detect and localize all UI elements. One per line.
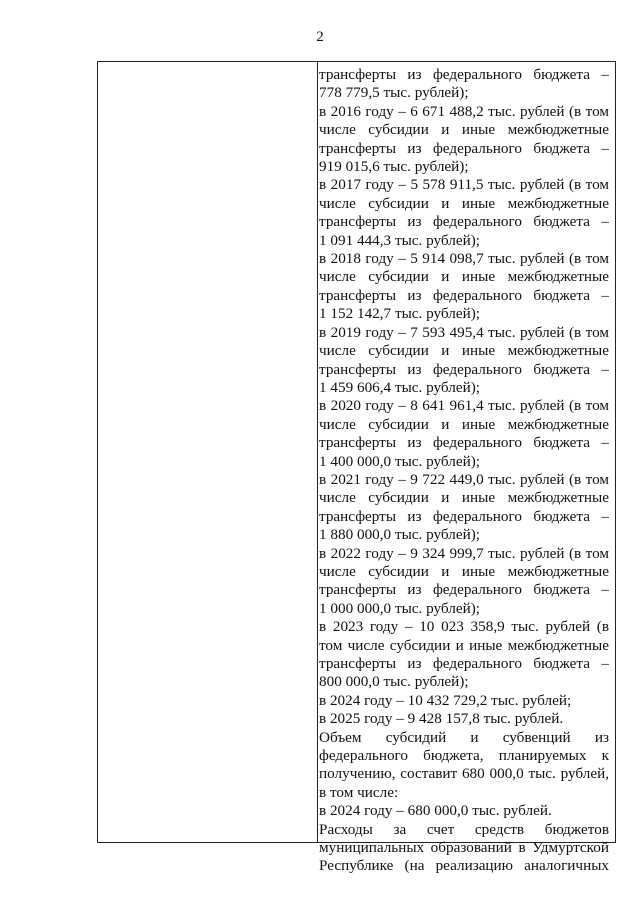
text-line: в 2024 году – 10 432 729,2 тыс. рублей; <box>319 691 572 709</box>
text-line: в 2020 году – 8 641 961,4 тыс. рублей (в том <box>319 397 609 415</box>
text-line: трансферты из федерального бюджета – <box>319 66 609 83</box>
text-line: числе субсидии и иные межбюджетные <box>319 194 609 212</box>
text-line: в 2024 году – 680 000,0 тыс. рублей. <box>319 802 552 820</box>
text-line: Республике (на реализацию аналогичных <box>319 857 609 875</box>
table-right-cell <box>319 66 609 876</box>
text-line: трансферты из федерального бюджета – <box>319 213 609 231</box>
text-line: в 2016 году – 6 671 488,2 тыс. рублей (в том <box>319 102 609 120</box>
text-line: трансферты из федерального бюджета – <box>319 139 609 157</box>
text-line: числе субсидии и иные межбюджетные <box>319 121 609 139</box>
text-line: 800 000,0 тыс. рублей); <box>319 673 469 691</box>
text-line: числе субсидии и иные межбюджетные <box>319 562 609 580</box>
text-line: в 2017 году – 5 578 911,5 тыс. рублей (в том <box>319 176 609 194</box>
text-line: числе субсидии и иные межбюджетные <box>319 415 609 433</box>
text-line: 1 000 000,0 тыс. рублей); <box>319 599 480 617</box>
text-line: в 2019 году – 7 593 495,4 тыс. рублей (в том <box>319 323 609 341</box>
text-line: трансферты из федерального бюджета – <box>319 360 609 378</box>
text-line: трансферты из федерального бюджета – <box>319 286 609 304</box>
text-line: том числе субсидии и иные межбюджетные <box>319 636 609 654</box>
text-line: 1 880 000,0 тыс. рублей); <box>319 526 480 544</box>
text-line: 1 400 000,0 тыс. рублей); <box>319 452 480 470</box>
text-line: числе субсидии и иные межбюджетные <box>319 342 609 360</box>
text-line: трансферты из федерального бюджета – <box>319 507 609 525</box>
text-line: муниципальных образований в Удмуртской <box>319 839 609 857</box>
text-line: числе субсидии и иные межбюджетные <box>319 489 609 507</box>
text-line: 1 091 444,3 тыс. рублей); <box>319 231 480 249</box>
text-line: 778 779,5 тыс. рублей); <box>319 84 469 102</box>
text-line: Расходы за счет средств бюджетов <box>319 820 609 838</box>
text-line: 919 015,6 тыс. рублей); <box>319 158 469 176</box>
text-line: Объем субсидий и субвенций из <box>319 728 609 746</box>
document-table <box>97 61 616 875</box>
text-line: федерального бюджета, планируемых к <box>319 747 609 765</box>
page-number: 2 <box>316 29 324 45</box>
text-line: в 2018 году – 5 914 098,7 тыс. рублей (в том <box>319 250 609 268</box>
table-column-divider <box>317 62 318 842</box>
text-line: в том числе: <box>319 783 399 801</box>
text-line: получению, составит 680 000,0 тыс. рублей, <box>319 765 609 783</box>
text-line: в 2023 году – 10 023 358,9 тыс. рублей (в <box>319 618 609 636</box>
text-line: в 2021 году – 9 722 449,0 тыс. рублей (в том <box>319 470 609 488</box>
text-line: числе субсидии и иные межбюджетные <box>319 268 609 286</box>
text-line: трансферты из федерального бюджета – <box>319 434 609 452</box>
text-line: трансферты из федерального бюджета – <box>319 655 609 672</box>
text-line: 1 152 142,7 тыс. рублей); <box>319 305 480 323</box>
text-line: в 2025 году – 9 428 157,8 тыс. рублей. <box>319 710 564 728</box>
text-line: трансферты из федерального бюджета – <box>319 581 609 599</box>
text-line: в 2022 году – 9 324 999,7 тыс. рублей (в том <box>319 544 609 562</box>
text-line: 1 459 606,4 тыс. рублей); <box>319 378 480 396</box>
